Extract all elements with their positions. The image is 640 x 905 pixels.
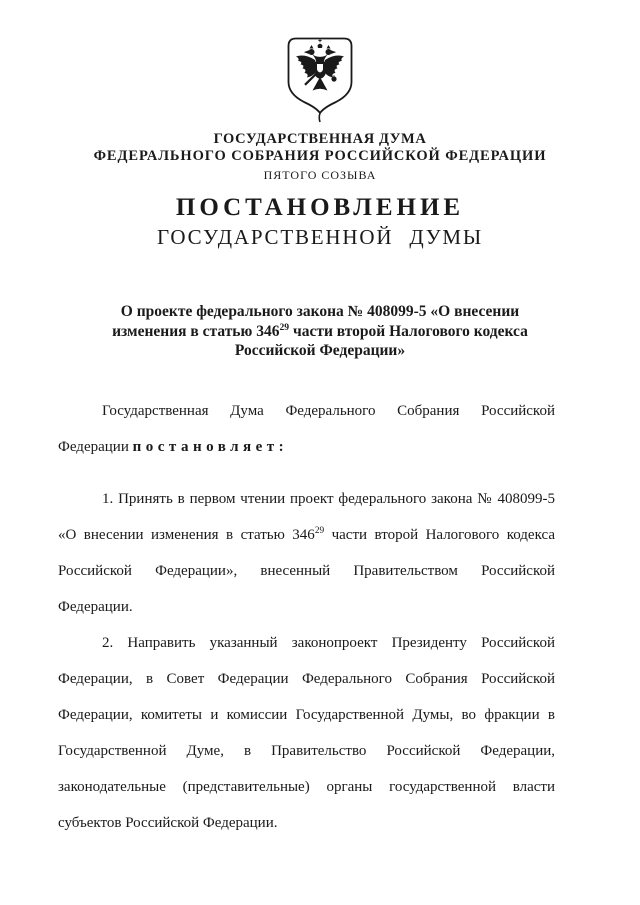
russia-coat-of-arms-icon xyxy=(287,37,353,123)
double-headed-eagle xyxy=(296,39,344,91)
item1-superscript: 29 xyxy=(314,526,325,536)
item2-line: 2. Направить указанный законопроект Президенту Российской xyxy=(102,635,555,651)
item1-line xyxy=(58,517,555,553)
decree-keyword: постановляет: xyxy=(132,439,289,455)
shield-tail xyxy=(319,113,320,122)
item2-line: Федерации, в Совет Федерации Федерального Собрания Российской xyxy=(58,671,555,687)
item1-line2-post: части второй Налогового кодекса xyxy=(324,527,555,543)
item2-line: Федерации, комитеты и комиссии Государственной Думы, во фракции в xyxy=(58,707,555,723)
letterhead-org: ГОСУДАРСТВЕННАЯ ДУМА xyxy=(213,131,427,147)
resolution-title xyxy=(0,302,640,361)
item1-line: Федерации. xyxy=(58,599,133,615)
letterhead-convocation: ПЯТОГО СОЗЫВА xyxy=(263,168,377,182)
title-line3: Российской Федерации» xyxy=(234,342,406,359)
item1-line: Российской Федерации», внесенный Правительством Российской xyxy=(58,563,555,579)
doc-type-word: ПОСТАНОВЛЕНИЕ xyxy=(175,194,465,221)
opening-line xyxy=(58,429,555,465)
title-superscript: 29 xyxy=(279,321,290,333)
item2-line: законодательные (представительные) органы государственной власти xyxy=(58,779,555,795)
title-line2-post: части второй Налогового кодекса xyxy=(289,322,528,340)
item2-line: Государственной Думе, в Правительство Российской Федерации, xyxy=(58,743,555,759)
doc-type-issuer: ГОСУДАРСТВЕННОЙ ДУМЫ xyxy=(157,225,483,249)
title-line1: О проекте федерального закона № 408099-5 «О внесении xyxy=(120,303,520,320)
item1-line: 1. Принять в первом чтении проект федерального закона № 408099-5 xyxy=(102,491,555,507)
title-line2-pre: изменения в статью 346 xyxy=(112,322,280,340)
letterhead-org-subtitle: ФЕДЕРАЛЬНОГО СОБРАНИЯ РОССИЙСКОЙ ФЕДЕРАЦИИ xyxy=(93,148,547,164)
resolution-body xyxy=(58,393,555,841)
item2-line: субъектов Российской Федерации. xyxy=(58,815,278,831)
opening-line2-text: Федерации xyxy=(58,439,133,455)
opening-line: Государственная Дума Федерального Собрания Российской xyxy=(102,403,555,419)
letterhead xyxy=(0,131,640,183)
item1-line2-pre: «О внесении изменения в статью 346 xyxy=(58,527,315,543)
document-type-heading xyxy=(0,193,640,250)
